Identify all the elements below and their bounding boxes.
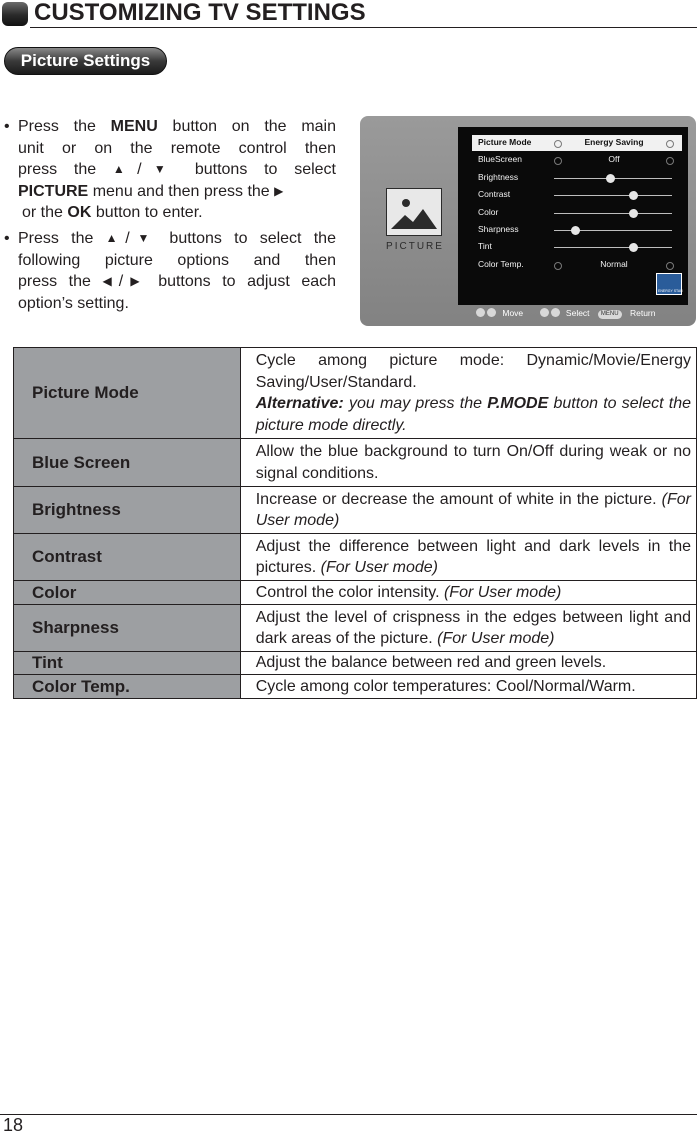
right-arrow-icon: ▶: [123, 274, 147, 288]
page-number: 18: [3, 1115, 24, 1135]
up-down-icon: [476, 308, 485, 317]
table-row: [14, 581, 697, 605]
menu-item-label: Color: [478, 206, 499, 217]
row-name: Contrast: [14, 534, 241, 581]
up-arrow-icon: ▲: [105, 231, 126, 245]
nav-select-label: Select: [565, 308, 590, 318]
menu-item-label: Tint: [478, 241, 492, 252]
menu-nav-bar: [476, 308, 655, 319]
row-name: Sharpness: [14, 605, 241, 652]
instruction-1: Press the MENU button on the main unit or on the remote control then press the ▲/▼ buttons to select PICTURE menu and then press the ▶ or the OK button to enter.: [18, 118, 337, 221]
menu-item-value: Normal: [600, 258, 628, 269]
row-name: Blue Screen: [14, 439, 241, 487]
picture-icon-label: PICTURE: [386, 241, 444, 252]
menu-slider-track: [554, 213, 672, 214]
row-name: Brightness: [14, 487, 241, 534]
menu-item-label: Sharpness: [478, 224, 519, 234]
left-right-icon: [540, 308, 549, 317]
picture-settings-table: [13, 347, 697, 699]
header-icon: [2, 2, 28, 26]
row-description: Cycle among color temperatures: Cool/Normal/Warm.: [240, 675, 696, 699]
footer-rule: [0, 1114, 697, 1115]
menu-key-icon: MENU: [598, 310, 622, 319]
row-description: Increase or decrease the amount of white in the picture. (For User mode): [240, 487, 696, 534]
table-row: [14, 487, 697, 534]
up-arrow-icon: ▲: [112, 162, 138, 176]
row-description: Adjust the difference between light and dark levels in the pictures. (For User mode): [240, 534, 696, 581]
row-description: Cycle among picture mode: Dynamic/Movie/Energy Saving/User/Standard. Alternative: you may press the P.MODE button to select the picture mode directly.: [240, 348, 696, 439]
menu-item-label: Color Temp.: [478, 258, 524, 269]
left-arrow-icon: [554, 140, 562, 148]
nav-return-label: Return: [629, 308, 656, 318]
row-name: Tint: [14, 652, 241, 675]
up-down-icon: [487, 308, 496, 317]
instruction-2: Press the ▲/▼ buttons to select the following picture options and then press the ◀/▶ buttons to adjust each option’s setting.: [18, 230, 337, 312]
row-description: Adjust the balance between red and green levels.: [240, 652, 696, 675]
header-rule: [30, 27, 697, 28]
menu-item-label: Contrast: [478, 189, 511, 200]
menu-slider-track: [554, 247, 672, 248]
row-description: Allow the blue background to turn On/Off during weak or no signal conditions.: [240, 439, 696, 487]
menu-slider-knob: [629, 243, 638, 252]
table-row: [14, 348, 697, 439]
table-row: [14, 534, 697, 581]
row-name: Color Temp.: [14, 675, 241, 699]
menu-slider-knob: [629, 191, 638, 200]
nav-move-label: Move: [502, 308, 524, 318]
page-title: CUSTOMIZING TV SETTINGS: [34, 0, 366, 26]
energy-star-logo: ENERGY STAR: [656, 273, 682, 295]
menu-item-label: BlueScreen: [478, 154, 522, 165]
menu-item-value: Energy Saving: [584, 137, 644, 147]
menu-slider-knob: [629, 209, 638, 218]
menu-item-label: Picture Mode: [478, 137, 532, 147]
down-arrow-icon: ▼: [129, 231, 158, 245]
left-right-icon: [551, 308, 560, 317]
menu-slider-knob: [571, 226, 580, 235]
left-arrow-icon: [554, 262, 562, 270]
table-row: [14, 675, 697, 699]
picture-icon: [386, 188, 442, 236]
right-arrow-icon: [666, 140, 674, 148]
row-description: Adjust the level of crispness in the edges between light and dark areas of the picture. (For User mode): [240, 605, 696, 652]
menu-item-value: Off: [608, 154, 620, 165]
down-arrow-icon: ▼: [141, 162, 179, 176]
section-badge: Picture Settings: [4, 47, 167, 75]
bullet-2: •: [4, 230, 10, 247]
row-name: Color: [14, 581, 241, 605]
menu-slider-knob: [606, 174, 615, 183]
bullet-1: •: [4, 118, 10, 135]
row-description: Control the color intensity. (For User mode): [240, 581, 696, 605]
table-row: [14, 439, 697, 487]
row-name: Picture Mode: [14, 348, 241, 439]
menu-slider-track: [554, 195, 672, 196]
right-arrow-icon: ▶: [274, 183, 284, 198]
right-arrow-icon: [666, 262, 674, 270]
table-row: [14, 652, 697, 675]
left-arrow-icon: ◀: [102, 274, 119, 288]
menu-item-label: Brightness: [478, 171, 519, 182]
table-row: [14, 605, 697, 652]
